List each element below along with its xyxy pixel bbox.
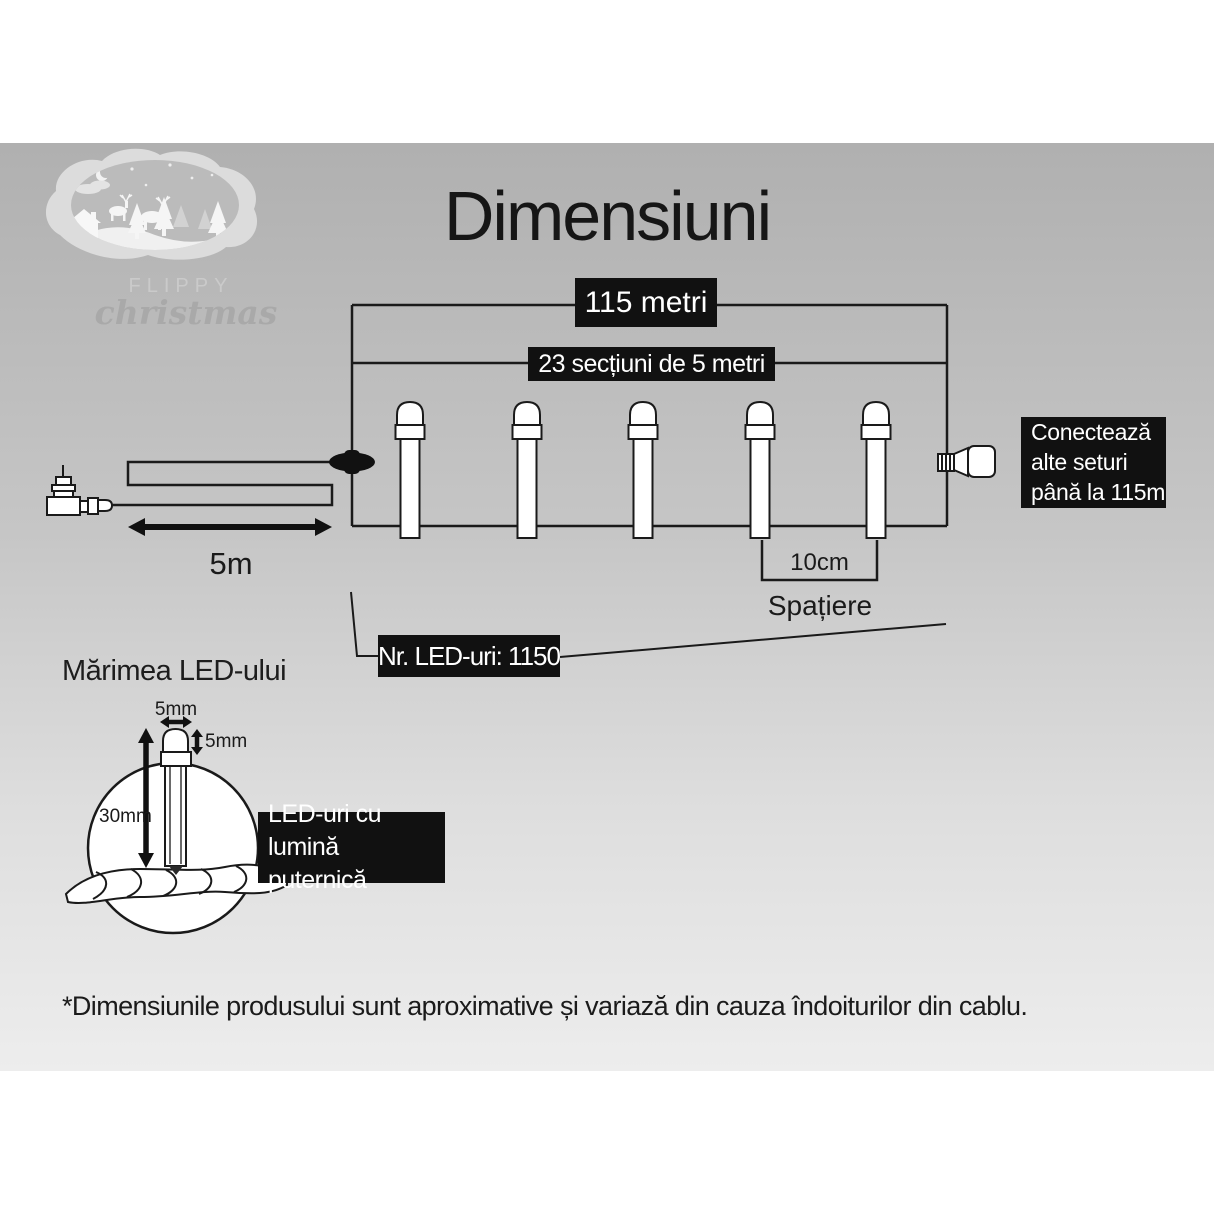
connect-line-3: până la 115m <box>1031 479 1166 505</box>
led-bulbs-row <box>396 402 891 538</box>
power-plug-icon <box>47 465 112 515</box>
sections-label <box>528 347 775 381</box>
logo-sub-text: christmas <box>94 293 278 332</box>
led-bulb <box>746 402 775 538</box>
lead-length-arrow <box>128 518 332 536</box>
total-length-label <box>575 278 717 327</box>
spacing-value: 10cm <box>790 549 849 576</box>
bright-led-line-1: LED-uri cu lumină <box>268 800 382 861</box>
lead-length-value: 5m <box>209 546 253 581</box>
led-bulb <box>629 402 658 538</box>
bright-led-line-2: puternică <box>268 866 367 894</box>
page-title: Dimensiuni <box>443 177 771 255</box>
dome-height-arrow <box>191 729 203 755</box>
sections-text: 23 secțiuni de 5 metri <box>538 349 765 378</box>
footer-disclaimer: *Dimensiunile produsului sunt aproximative și variază din cauza îndoiturilor din cablu. <box>62 991 1028 1021</box>
led-bulb <box>513 402 542 538</box>
led-bulb <box>396 402 425 538</box>
led-size-heading: Mărimea LED-ului <box>62 655 287 687</box>
led-count-text: Nr. LED-uri: 1150 <box>378 640 560 671</box>
body-height-value: 30mm <box>99 806 152 827</box>
dome-width-value: 5mm <box>154 699 198 720</box>
led-detail-bulb <box>161 729 191 875</box>
connect-line-2: alte seturi <box>1031 449 1128 475</box>
dome-height-value: 5mm <box>205 731 248 752</box>
led-count-label <box>378 635 560 677</box>
total-length-text: 115 metri <box>584 285 708 319</box>
logo-brand-text: FLIPPY <box>128 275 234 297</box>
connect-line-1: Conectează <box>1031 419 1151 445</box>
inline-connector-icon <box>329 450 375 474</box>
lead-wire <box>112 462 352 505</box>
connect-sets-label <box>1021 417 1166 508</box>
led-bulb <box>862 402 891 538</box>
bright-led-callout <box>258 800 445 894</box>
spacing-caption: Spațiere <box>767 590 873 621</box>
